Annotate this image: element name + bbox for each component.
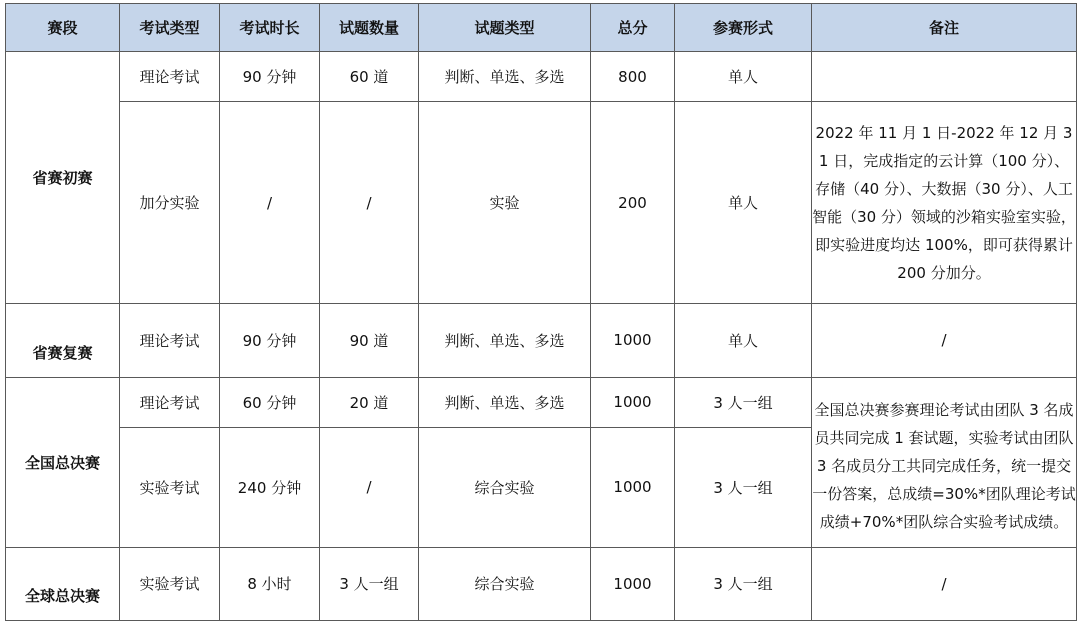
table-row — [6, 304, 1077, 377]
competition-schedule-table — [5, 3, 1077, 621]
question-count-cell: / — [320, 427, 419, 547]
table-row — [6, 377, 1077, 427]
table-row — [6, 52, 1077, 102]
remarks-cell: / — [812, 304, 1077, 377]
table-row — [6, 102, 1077, 304]
exam-type-cell: 理论考试 — [120, 52, 220, 102]
remarks-cell: 2022 年 11 月 1 日-2022 年 12 月 31 日，完成指定的云计算（100 分）、存储（40 分）、大数据（30 分）、人工智能（30 分）领域的沙箱实验室实验，即实验进度均达 100%，即可获得累计 200 分加分。 — [812, 102, 1077, 304]
exam-type-cell: 加分实验 — [120, 102, 220, 304]
header-total-score: 总分 — [591, 4, 675, 52]
question-count-cell: / — [320, 102, 419, 304]
duration-cell: 8 小时 — [220, 547, 320, 620]
format-cell: 单人 — [675, 52, 812, 102]
header-stage: 赛段 — [6, 4, 120, 52]
question-count-cell: 90 道 — [320, 304, 419, 377]
header-format: 参赛形式 — [675, 4, 812, 52]
exam-type-cell: 理论考试 — [120, 377, 220, 427]
question-type-cell: 实验 — [419, 102, 591, 304]
total-score-cell: 200 — [591, 102, 675, 304]
duration-cell: 90 分钟 — [220, 304, 320, 377]
question-count-cell: 60 道 — [320, 52, 419, 102]
stage-cell: 全球总决赛 — [6, 547, 120, 620]
question-type-cell: 判断、单选、多选 — [419, 52, 591, 102]
question-type-cell: 综合实验 — [419, 427, 591, 547]
format-cell: 3 人一组 — [675, 377, 812, 427]
question-type-cell: 判断、单选、多选 — [419, 377, 591, 427]
total-score-cell: 1000 — [591, 377, 675, 427]
remarks-cell — [812, 52, 1077, 102]
duration-cell: 90 分钟 — [220, 52, 320, 102]
header-remarks: 备注 — [812, 4, 1077, 52]
duration-cell: / — [220, 102, 320, 304]
stage-cell: 省赛复赛 — [6, 304, 120, 377]
remarks-cell: / — [812, 547, 1077, 620]
header-question-count: 试题数量 — [320, 4, 419, 52]
table-row — [6, 547, 1077, 620]
header-row — [6, 4, 1077, 52]
total-score-cell: 1000 — [591, 547, 675, 620]
stage-cell: 全国总决赛 — [6, 377, 120, 547]
format-cell: 单人 — [675, 102, 812, 304]
exam-type-cell: 理论考试 — [120, 304, 220, 377]
duration-cell: 60 分钟 — [220, 377, 320, 427]
remarks-cell: 全国总决赛参赛理论考试由团队 3 名成员共同完成 1 套试题，实验考试由团队 3 名成员分工共同完成任务，统一提交一份答案，总成绩=30%*团队理论考试成绩+70%*团队综合实验考试成绩。 — [812, 377, 1077, 547]
question-type-cell: 判断、单选、多选 — [419, 304, 591, 377]
question-count-cell: 3 人一组 — [320, 547, 419, 620]
format-cell: 3 人一组 — [675, 427, 812, 547]
duration-cell: 240 分钟 — [220, 427, 320, 547]
format-cell: 单人 — [675, 304, 812, 377]
question-type-cell: 综合实验 — [419, 547, 591, 620]
header-duration: 考试时长 — [220, 4, 320, 52]
exam-type-cell: 实验考试 — [120, 427, 220, 547]
header-exam-type: 考试类型 — [120, 4, 220, 52]
total-score-cell: 1000 — [591, 427, 675, 547]
question-count-cell: 20 道 — [320, 377, 419, 427]
exam-type-cell: 实验考试 — [120, 547, 220, 620]
total-score-cell: 800 — [591, 52, 675, 102]
format-cell: 3 人一组 — [675, 547, 812, 620]
header-question-type: 试题类型 — [419, 4, 591, 52]
total-score-cell: 1000 — [591, 304, 675, 377]
stage-cell: 省赛初赛 — [6, 52, 120, 304]
